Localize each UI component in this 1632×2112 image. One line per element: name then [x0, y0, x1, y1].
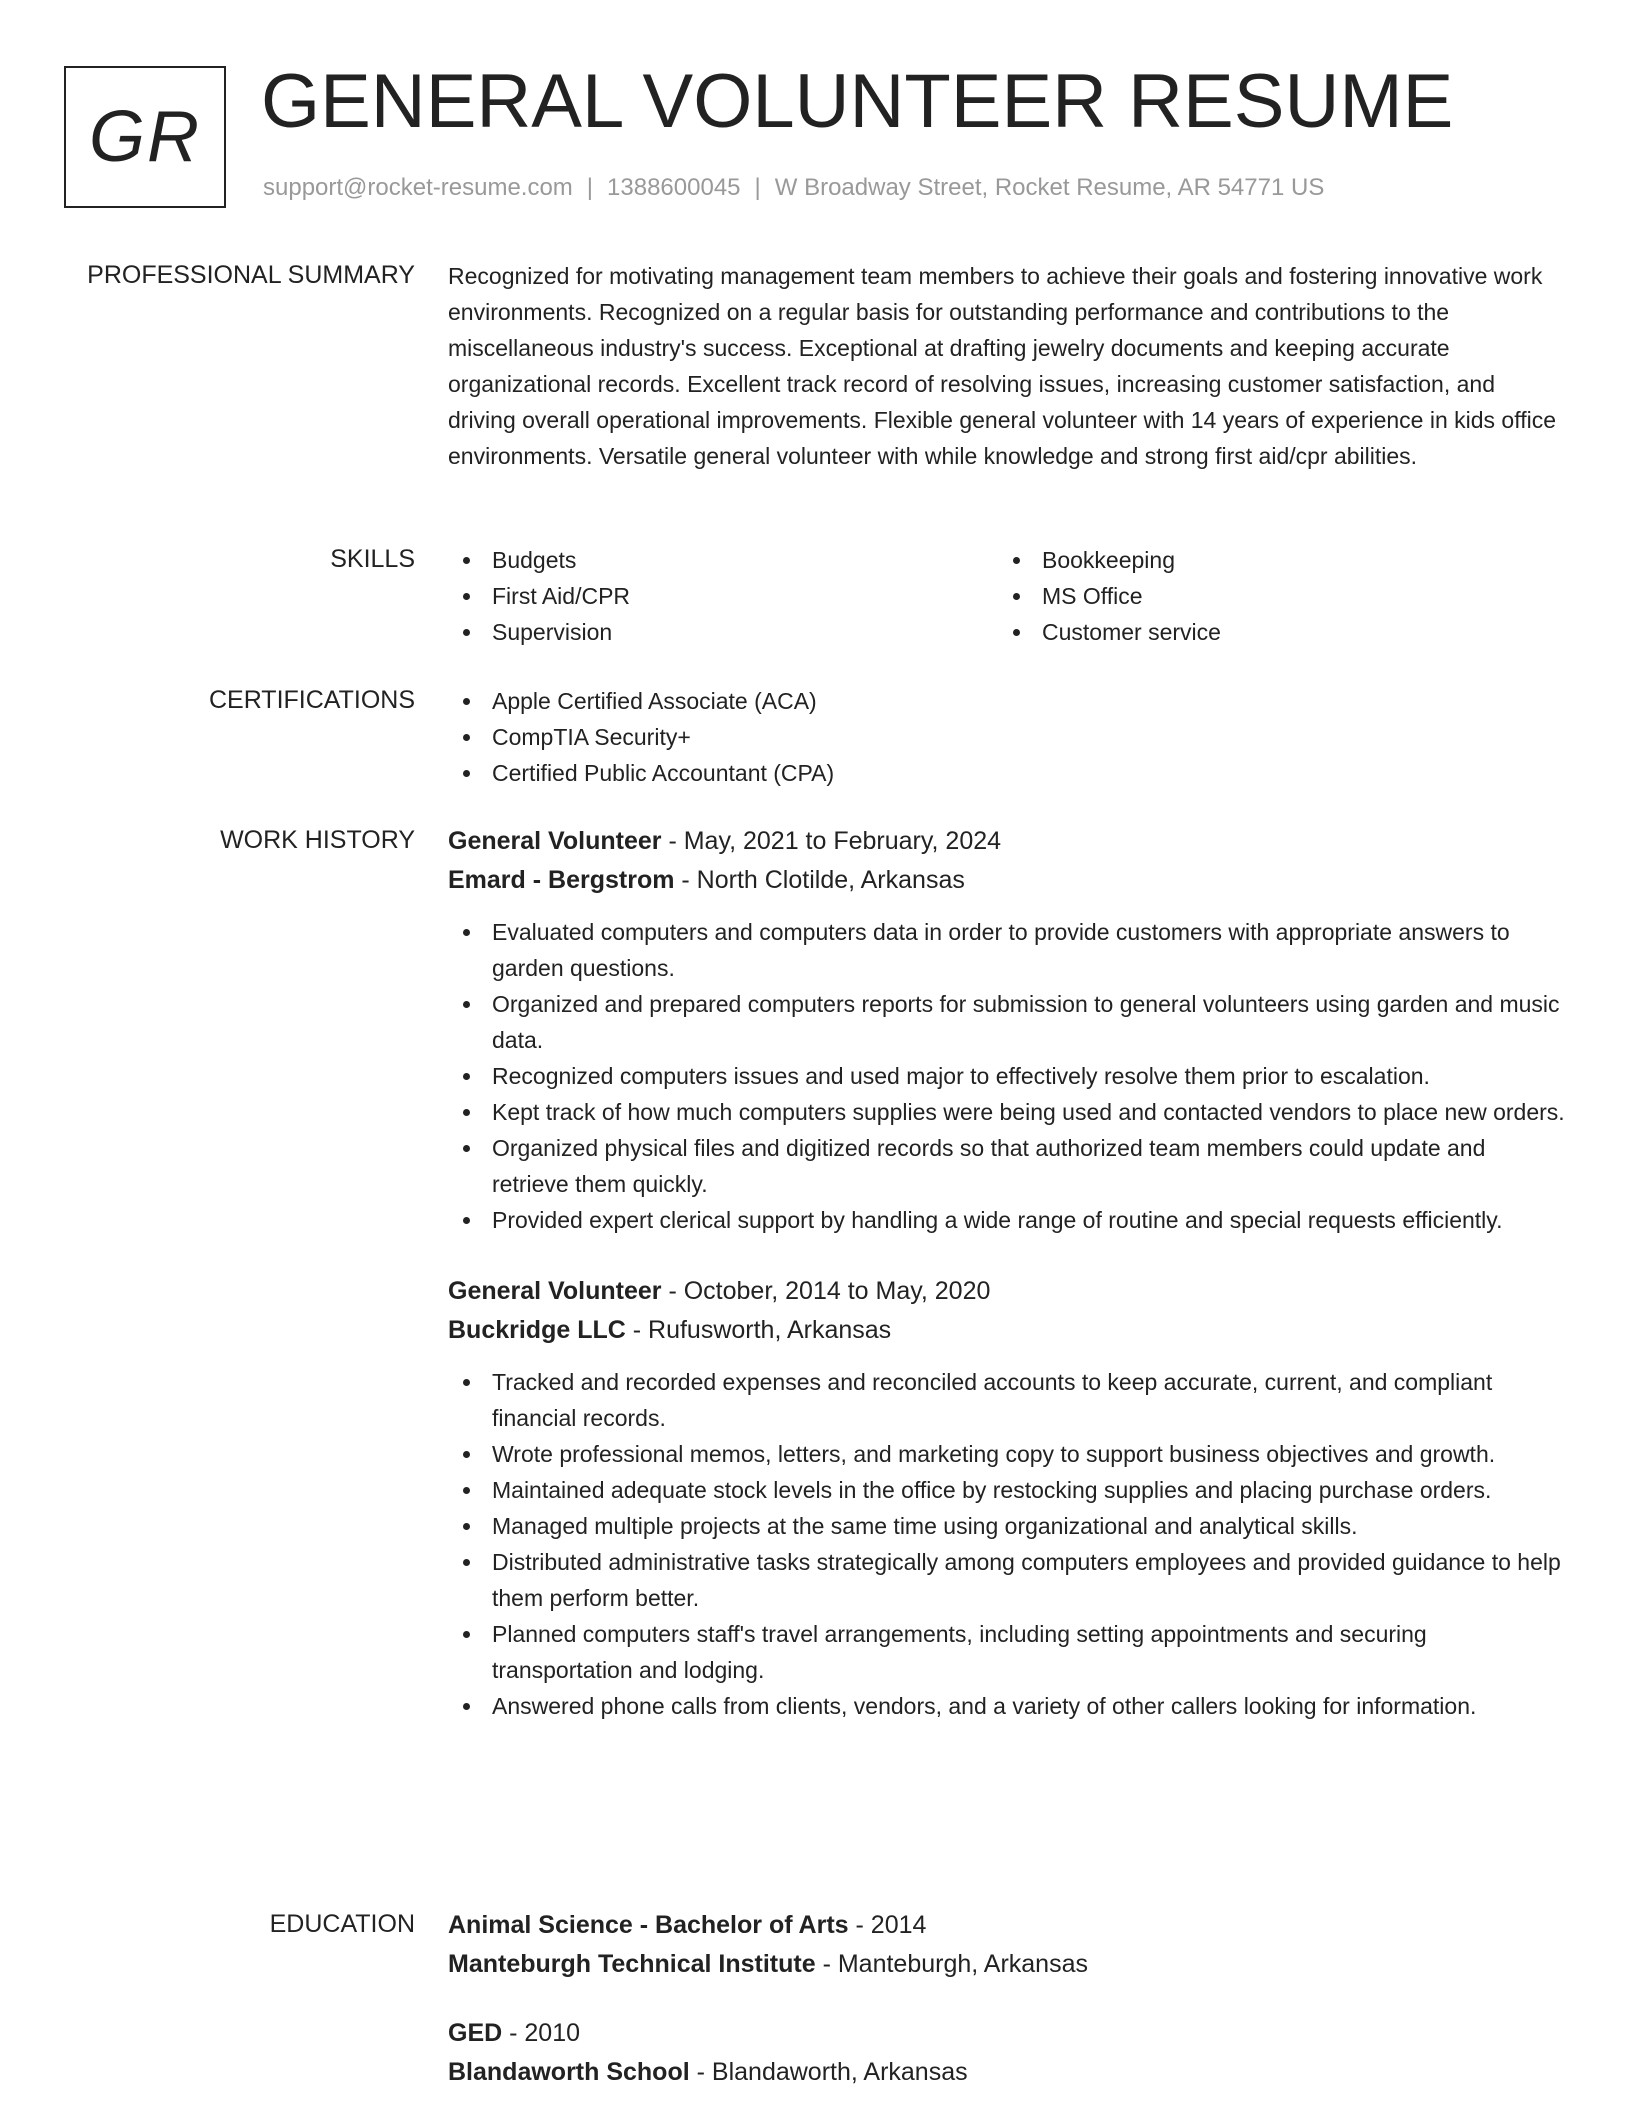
contact-email[interactable]: support@rocket-resume.com	[263, 174, 573, 201]
monogram-badge: GR	[64, 66, 226, 208]
education-entry	[448, 1906, 1568, 1984]
certification-item: Certified Public Accountant (CPA)	[448, 755, 1568, 791]
job-title: General Volunteer	[448, 827, 662, 855]
job-entry	[448, 822, 1568, 1238]
skill-item: First Aid/CPR	[448, 578, 998, 614]
skills-grid	[448, 542, 1568, 650]
certification-item: Apple Certified Associate (ACA)	[448, 683, 1568, 719]
education-degree: Animal Science - Bachelor of Arts	[448, 1911, 849, 1939]
certifications-list	[448, 683, 1568, 791]
job-bullet: Organized physical files and digitized records so that authorized team members could update and retrieve them quickly.	[448, 1130, 1568, 1202]
skill-item: Supervision	[448, 614, 998, 650]
contact-address: W Broadway Street, Rocket Resume, AR 54771 US	[774, 174, 1325, 201]
job-location: - Rufusworth, Arkansas	[625, 1316, 892, 1344]
job-bullet: Maintained adequate stock levels in the office by restocking supplies and placing purchase orders.	[448, 1472, 1568, 1508]
skill-item: Bookkeeping	[998, 542, 1548, 578]
job-company: Buckridge LLC	[448, 1316, 626, 1344]
education-heading: EDUCATION	[269, 1910, 415, 1938]
summary-heading: PROFESSIONAL SUMMARY	[87, 261, 415, 289]
education-degree: GED	[448, 2019, 503, 2047]
job-company-line	[448, 861, 1568, 900]
job-bullet: Organized and prepared computers reports for submission to general volunteers using garden and music data.	[448, 986, 1568, 1058]
education-degree-line	[448, 2014, 1568, 2053]
job-title-line	[448, 822, 1568, 861]
work-history-body	[448, 822, 1568, 1724]
education-year: - 2010	[502, 2019, 581, 2047]
job-bullet: Evaluated computers and computers data in order to provide customers with appropriate answers to garden questions.	[448, 914, 1568, 986]
resume-title: GENERAL VOLUNTEER RESUME	[261, 59, 1454, 144]
education-year: - 2014	[848, 1911, 927, 1939]
job-bullet: Planned computers staff's travel arrangements, including setting appointments and securing transportation and lodging.	[448, 1616, 1568, 1688]
certifications-body	[448, 683, 1568, 791]
contact-phone[interactable]: 1388600045	[607, 174, 741, 201]
resume-header	[64, 59, 1564, 216]
job-bullet: Provided expert clerical support by handling a wide range of routine and special requests efficiently.	[448, 1202, 1568, 1238]
job-bullet-list	[448, 914, 1568, 1238]
skill-item: Customer service	[998, 614, 1548, 650]
education-body	[448, 1906, 1568, 2092]
job-entry	[448, 1272, 1568, 1724]
contact-separator: |	[754, 174, 761, 201]
job-location: - North Clotilde, Arkansas	[674, 866, 965, 894]
job-bullet: Recognized computers issues and used major to effectively resolve them prior to escalation.	[448, 1058, 1568, 1094]
job-title: General Volunteer	[448, 1277, 662, 1305]
education-degree-line	[448, 1906, 1568, 1945]
skills-heading: SKILLS	[330, 545, 415, 573]
job-bullet: Kept track of how much computers supplies were being used and contacted vendors to place new orders.	[448, 1094, 1568, 1130]
job-bullet: Tracked and recorded expenses and reconciled accounts to keep accurate, current, and compliant financial records.	[448, 1364, 1568, 1436]
job-bullet: Managed multiple projects at the same time using organizational and analytical skills.	[448, 1508, 1568, 1544]
job-bullet-list	[448, 1364, 1568, 1724]
job-title-line	[448, 1272, 1568, 1311]
education-school-line	[448, 2053, 1568, 2092]
job-company: Emard - Bergstrom	[448, 866, 675, 894]
job-dates: - October, 2014 to May, 2020	[661, 1277, 991, 1305]
work-history-heading: WORK HISTORY	[220, 826, 415, 854]
job-bullet: Wrote professional memos, letters, and marketing copy to support business objectives and growth.	[448, 1436, 1568, 1472]
education-location: - Blandaworth, Arkansas	[689, 2058, 968, 2086]
skill-item: MS Office	[998, 578, 1548, 614]
summary-body	[448, 258, 1566, 474]
job-dates: - May, 2021 to February, 2024	[661, 827, 1002, 855]
education-entry	[448, 2014, 1568, 2092]
education-school: Blandaworth School	[448, 2058, 690, 2086]
job-company-line	[448, 1311, 1568, 1350]
contact-separator: |	[586, 174, 594, 201]
skills-body	[448, 542, 1568, 650]
summary-text: Recognized for motivating management team members to achieve their goals and fostering innovative work environments. Recognized on a regular basis for outstanding performance and contributions to the miscellaneous industry's success. Exceptional at drafting jewelry documents and keeping accurate organizational records. Excellent track record of resolving issues, increasing customer satisfaction, and driving overall operational improvements. Flexible general volunteer with 14 years of experience in kids office environments. Versatile general volunteer with while knowledge and strong first aid/cpr abilities.	[448, 263, 1556, 469]
skills-list-left	[448, 542, 998, 650]
education-location: - Manteburgh, Arkansas	[815, 1950, 1088, 1978]
certifications-heading: CERTIFICATIONS	[208, 686, 415, 714]
education-school: Manteburgh Technical Institute	[448, 1950, 816, 1978]
job-bullet: Answered phone calls from clients, vendors, and a variety of other callers looking for information.	[448, 1688, 1568, 1724]
job-bullet: Distributed administrative tasks strategically among computers employees and provided guidance to help them perform better.	[448, 1544, 1568, 1616]
skill-item: Budgets	[448, 542, 998, 578]
education-school-line	[448, 1945, 1568, 1984]
contact-line	[263, 174, 1324, 202]
skills-list-right	[998, 542, 1548, 650]
certification-item: CompTIA Security+	[448, 719, 1568, 755]
